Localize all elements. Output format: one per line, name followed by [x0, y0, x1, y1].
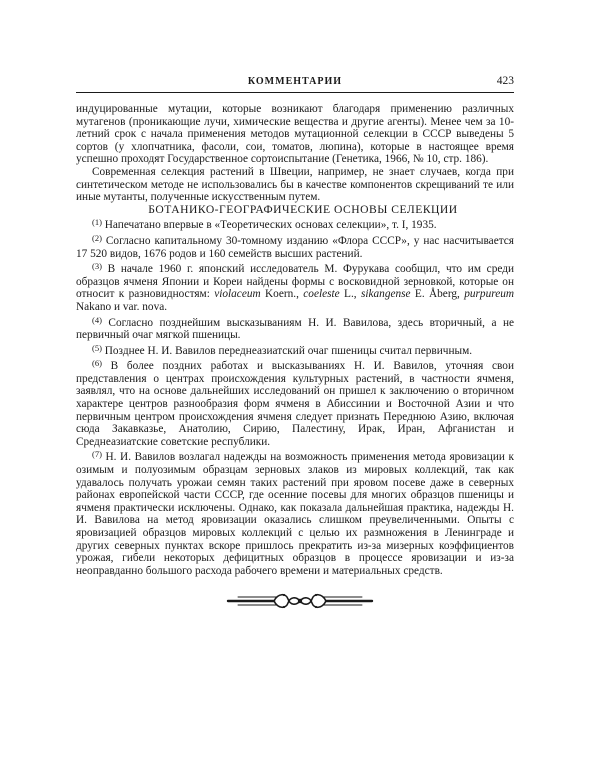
latin-name: purpureum: [464, 288, 515, 301]
header-rule: [76, 92, 514, 93]
note-marker: (4): [92, 314, 102, 325]
note-text: Напечатано впервые в «Теоретических основах селекции», т. I, 1935.: [104, 219, 437, 232]
note-text: В более поздних работах и высказываниях Н. И. Вавилов, уточняя свои представления о центрах происхождения культурных растений, в частности ячменя, заявлял, что на основе дальнейших исследований он пришел к заключению о вторичном характере центров разнообразия форм ячменя в Абиссинии и Восточной Азии и что первичным центром происхождения ячменя следует признать Переднюю Азию, включая сюда Закавказье, Анатолию, Сирию, Палестину, Ирак, Иран, Афганистан и Среднеазиатские советские республики.: [76, 360, 514, 448]
latin-name: coeleste: [303, 288, 340, 301]
note-text: Nakano и var. nova.: [76, 300, 168, 313]
note-4: [76, 314, 514, 342]
note-3: [76, 260, 514, 313]
continuation-paragraph: индуцированные мутации, которые возникают благодаря применению различных мутагенов (проникающие лучи, химические вещества и другие агенты). Менее чем за 10-летний срок с начала применения методов мутационной селекции в СССР выведены 5 сортов (у хлопчатника, фасоли, сои, томатов, люпина), которые в настоящее время успешно проходят Государственное сортоиспытание (Генетика, 1966, № 10, стр. 186).: [76, 103, 514, 166]
note-text: Koern.,: [260, 288, 304, 301]
note-marker: (3): [92, 261, 102, 272]
page-number: 423: [496, 75, 514, 87]
body-text: [76, 103, 514, 577]
note-marker: (6): [92, 358, 102, 369]
note-7: [76, 448, 514, 577]
latin-name: sikangense: [360, 288, 411, 301]
note-text: В начале 1960 г. японский исследователь М. Фурукава сообщил, что им среди образцов ячменя Японии и Кореи найдены формы с восковидной зерновкой, которые он относит к разновидностям:: [76, 263, 514, 301]
note-marker: (5): [92, 342, 102, 353]
note-text: L.,: [339, 288, 361, 301]
note-5: [76, 342, 514, 358]
paragraph-sweden: Современная селекция растений в Швеции, например, не знает случаев, когда при синтетическом методе не использовались бы в качестве компонентов скрещиваний те или иные мутанты, полученные искусственным путем.: [76, 165, 514, 204]
note-2: [76, 232, 514, 260]
section-title: БОТАНИКО-ГЕОГРАФИЧЕСКИЕ ОСНОВЫ СЕЛЕКЦИИ: [148, 202, 458, 216]
note-text: Согласно капитальному 30-томному изданию «Флора СССР», у нас насчитывается 17 520 видов, 1676 родов и 160 семейств высших растений.: [76, 234, 514, 260]
latin-name: violaceum: [214, 288, 261, 301]
note-marker: (2): [92, 232, 102, 243]
note-1: [76, 216, 514, 232]
note-text: Позднее Н. И. Вавилов переднеазиатский очаг пшеницы считал первичным.: [104, 344, 473, 357]
note-text: Согласно позднейшим высказываниям Н. И. Вавилова, здесь вторичный, а не первичный очаг мягкой пшеницы.: [76, 316, 515, 342]
running-title: КОММЕНТАРИИ: [247, 76, 343, 87]
note-marker: (7): [92, 449, 102, 460]
running-head: [76, 76, 514, 90]
note-marker: (1): [92, 217, 102, 228]
note-text: E. Åberg,: [410, 288, 465, 301]
end-ornament-icon: [226, 590, 374, 612]
note-text: Н. И. Вавилов возлагал надежды на возможность применения метода яровизации к озимым и полуозимым образцам зерновых злаков из мировых коллекций, так как удавалось получать урожаи семян таких растений при яровом посеве даже в северных районах европейской части СССР, где осенние посевы для многих образцов пшеницы и ячменя практически исключены. Однако, как показала дальнейшая практика, надежды Н. И. Вавилова на метод яровизации оказались слишком преувеличенными. Опыты с яровизацией образцов мировых коллекций с целью их размножения в Ленинграде и других северных пунктах вскоре пришлось прекратить из-за мизерных коэффициентов урожая, гибели некоторых дефицитных образцов в процессе яровизации и из-за неоправданно большого расхода рабочего времени и материальных средств.: [76, 451, 514, 577]
note-6: [76, 357, 514, 448]
